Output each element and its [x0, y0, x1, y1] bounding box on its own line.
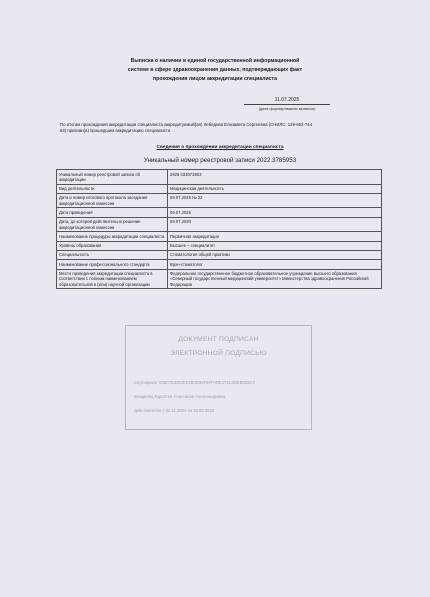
row-key: Вид деятельности [57, 184, 168, 193]
intro-line: 64) признан(а) прошедшим аккредитацию специалиста [60, 128, 171, 134]
table-row [57, 170, 382, 185]
row-key: Специальность [57, 250, 168, 259]
table-row [57, 208, 382, 217]
row-value: Медицинская деятельность [168, 184, 382, 193]
section-title: Сведения о прохождении аккредитации специалиста [156, 145, 284, 150]
title-line: прохождения лицом аккредитации специалиста [153, 76, 277, 82]
table-row [57, 184, 382, 193]
row-value: Врач-стоматолог [168, 260, 382, 269]
row-key: Уникальный номер реестровой записи об аккредитации [57, 170, 168, 185]
table-row [57, 250, 382, 259]
stamp-certificate: Сертификат 00B07E3252E24B0EB5F6FFABE174C4BEB502C0 [134, 380, 255, 385]
stamp-subheading: ЭЛЕКТРОННОЙ ПОДПИСЬЮ [170, 350, 267, 357]
row-value: 2925 033073803 [168, 170, 382, 185]
registry-number: Уникальный номер реестровой записи 2022.3785953 [143, 157, 297, 164]
stamp-heading: ДОКУМЕНТ ПОДПИСАН [178, 336, 259, 343]
table-row [57, 269, 382, 289]
issue-date-caption: (дата формирования выписки) [258, 106, 316, 111]
row-value: Стоматология общей практики [168, 250, 382, 259]
row-key: Дата, до которой действительно решение аккредитационной комиссии [57, 217, 168, 232]
row-value: Федеральное государственное бюджетное образовательное учреждение высшего образования «Северный государственный медицинский университет» Министерства здравоохранения Российской Федерации [168, 269, 382, 289]
row-key: Дата проведения [57, 208, 168, 217]
title-line: Выписка о наличии в единой государственной информационной [130, 58, 300, 64]
row-value: 09.07.2025 [168, 208, 382, 217]
row-value: 09.07.2025 № 32 [168, 193, 382, 208]
issue-date: 11.07.2025 [244, 97, 330, 105]
row-key: Место проведения аккредитации специалиста в соответствии с полным наименованием образовательной и (или) научной организации [57, 269, 168, 289]
table-row [57, 241, 382, 250]
issue-date-block [244, 97, 330, 111]
table-row [57, 260, 382, 269]
table-row [57, 232, 382, 241]
table-row [57, 193, 382, 208]
document-title [85, 57, 345, 84]
row-key: Наименование профессионального стандарта [57, 260, 168, 269]
title-line: системе в сфере здравоохранения данных, подтверждающих факт [127, 67, 303, 73]
intro-line: По итогам прохождения аккредитации специалиста аккредитуемый(ая) Лебедева Елизавета Сергеевна (СНИЛС: 129-602-744 [60, 122, 313, 127]
intro-paragraph [60, 122, 380, 135]
accreditation-table [56, 169, 382, 289]
row-value: 09.07.2030 [168, 217, 382, 232]
electronic-signature-stamp [125, 325, 312, 430]
row-value: Высшее – специалитет [168, 241, 382, 250]
stamp-owner: Владелец Куроптев Анастасия Александровна [134, 394, 226, 399]
row-key: Дата и номер итогового протокола заседания аккредитационной комиссии [57, 193, 168, 208]
row-value: Первичная аккредитация [168, 232, 382, 241]
row-key: Наименование процедуры аккредитации специалиста [57, 232, 168, 241]
row-key: Уровень образования [57, 241, 168, 250]
table-row [57, 217, 382, 232]
stamp-validity: Действителен с 22.11.2024 по 15.02.2026 [134, 408, 215, 413]
